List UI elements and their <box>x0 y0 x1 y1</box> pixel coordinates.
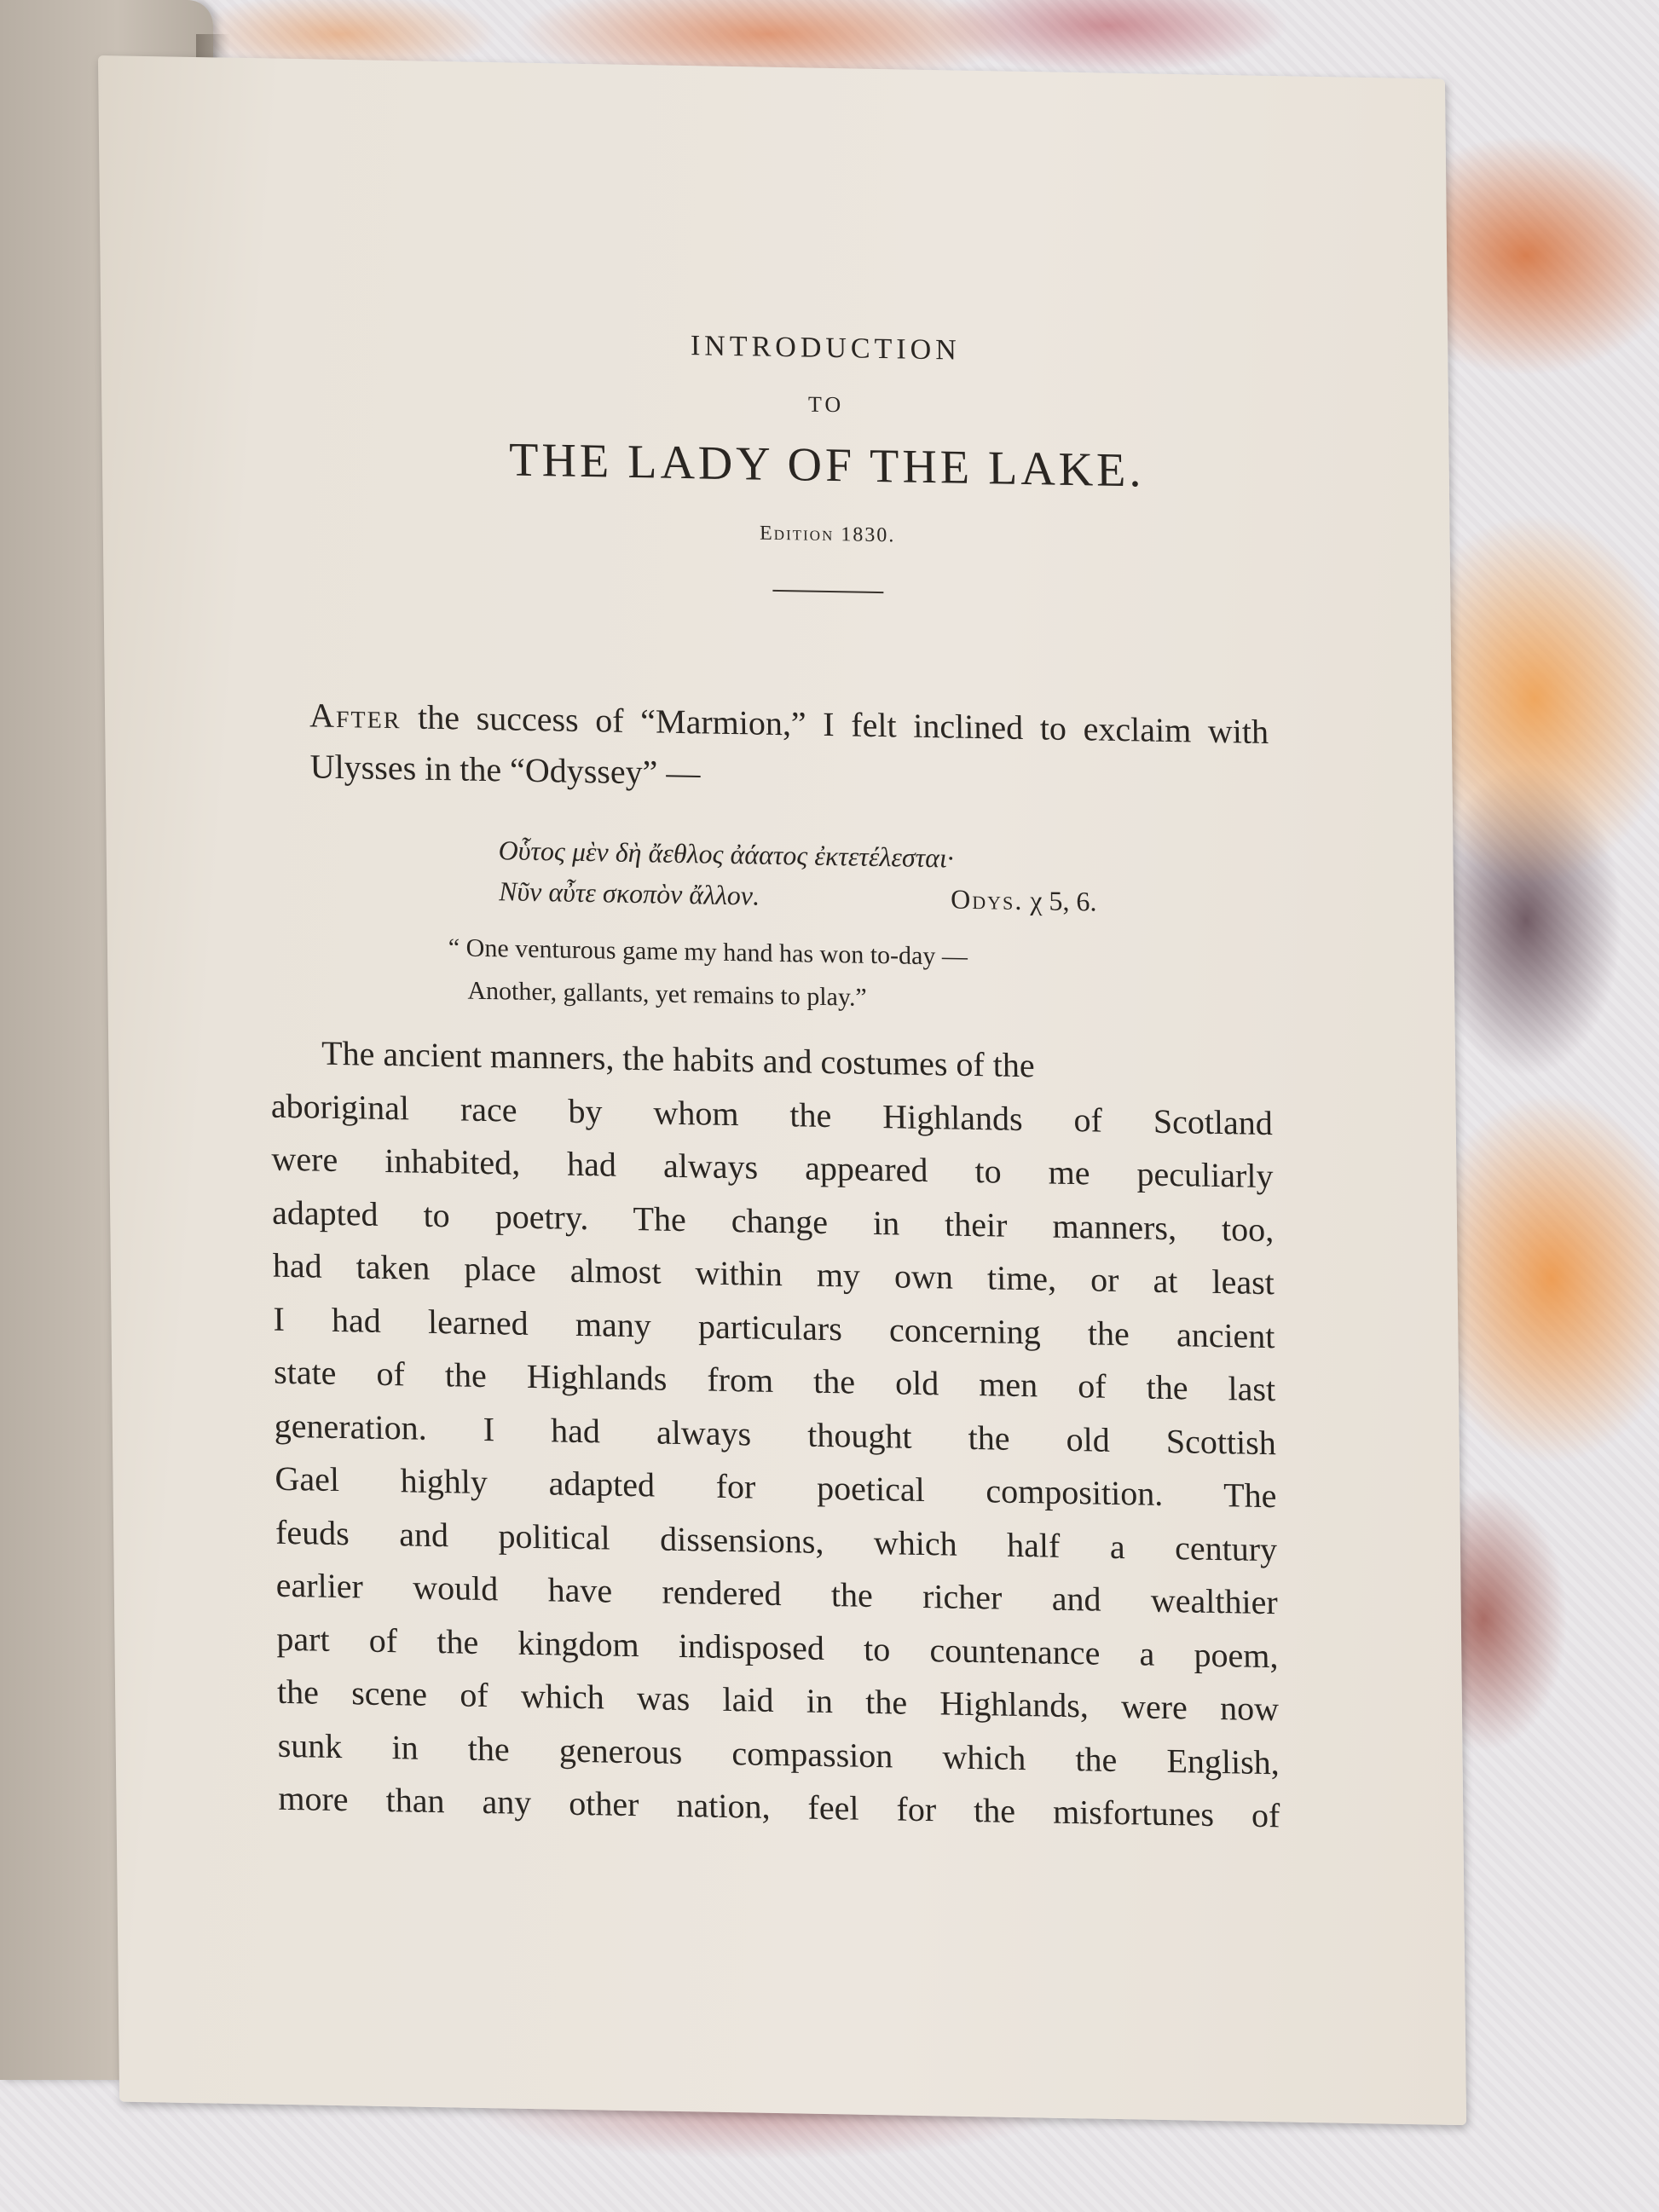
body-line: sunk in the generous compassion which the English, <box>277 1725 1280 1782</box>
body-line: aboriginal race by whom the Highlands of Scotland <box>270 1086 1274 1142</box>
translation-quote <box>448 927 1182 1025</box>
opening-lead-word: After <box>309 696 402 736</box>
heading-introduction: INTRODUCTION <box>690 330 962 367</box>
body-line: generation. I had always thought the old Scottish <box>274 1406 1276 1462</box>
body-line: had taken place almost within my own time, or at least <box>272 1245 1275 1302</box>
opening-paragraph <box>309 690 1269 809</box>
translation-line-2: Another, gallants, yet remains to play.” <box>467 976 867 1012</box>
body-line: more than any other nation, feel for the misfortunes of <box>278 1778 1280 1835</box>
greek-quotation <box>498 829 1181 923</box>
reference-label: Odys. <box>950 883 1024 916</box>
edition-line: Edition 1830. <box>759 522 896 547</box>
greek-line-1: Οὗτος μὲν δὴ ἄεθλος ἀάατος ἐκτετέλεσται· <box>498 835 954 874</box>
book-page <box>98 55 1466 2125</box>
body-line: the scene of which was laid in the Highlands, were now <box>276 1672 1280 1729</box>
body-line: state of the Highlands from the old men of the last <box>273 1352 1276 1409</box>
greek-line-2: Νῦν αὖτε σκοπὸν ἄλλον. <box>498 875 760 911</box>
opening-text: the success of “Marmion,” I felt inclined to exclaim with Ulysses in the “Odyssey” — <box>309 697 1269 793</box>
body-line: were inhabited, had always appeared to me peculiarly <box>271 1139 1274 1196</box>
title-rule-divider <box>772 590 883 593</box>
body-line: adapted to poetry. The change in their manners, too, <box>271 1193 1275 1249</box>
body-line: feuds and political dissensions, which half a century <box>275 1512 1278 1568</box>
heading-title: THE LADY OF THE LAKE. <box>508 433 1145 498</box>
body-line: I had learned many particulars concerning the ancient <box>273 1299 1275 1355</box>
body-line: part of the kingdom indisposed to countenance a poem, <box>276 1619 1279 1675</box>
body-line: earlier would have rendered the richer and wealthier <box>275 1565 1278 1622</box>
heading-to: TO <box>807 391 845 418</box>
translation-line-1: “ One venturous game my hand has won to-day — <box>448 933 968 971</box>
reference-number: χ 5, 6. <box>1030 885 1097 917</box>
body-line: Gael highly adapted for poetical composition. The <box>275 1458 1277 1516</box>
page-text <box>98 55 1466 2125</box>
body-line: The ancient manners, the habits and costumes of the <box>321 1033 1035 1085</box>
greek-reference <box>951 879 1097 922</box>
body-paragraph <box>270 1026 1280 1843</box>
title-block <box>101 320 1450 604</box>
